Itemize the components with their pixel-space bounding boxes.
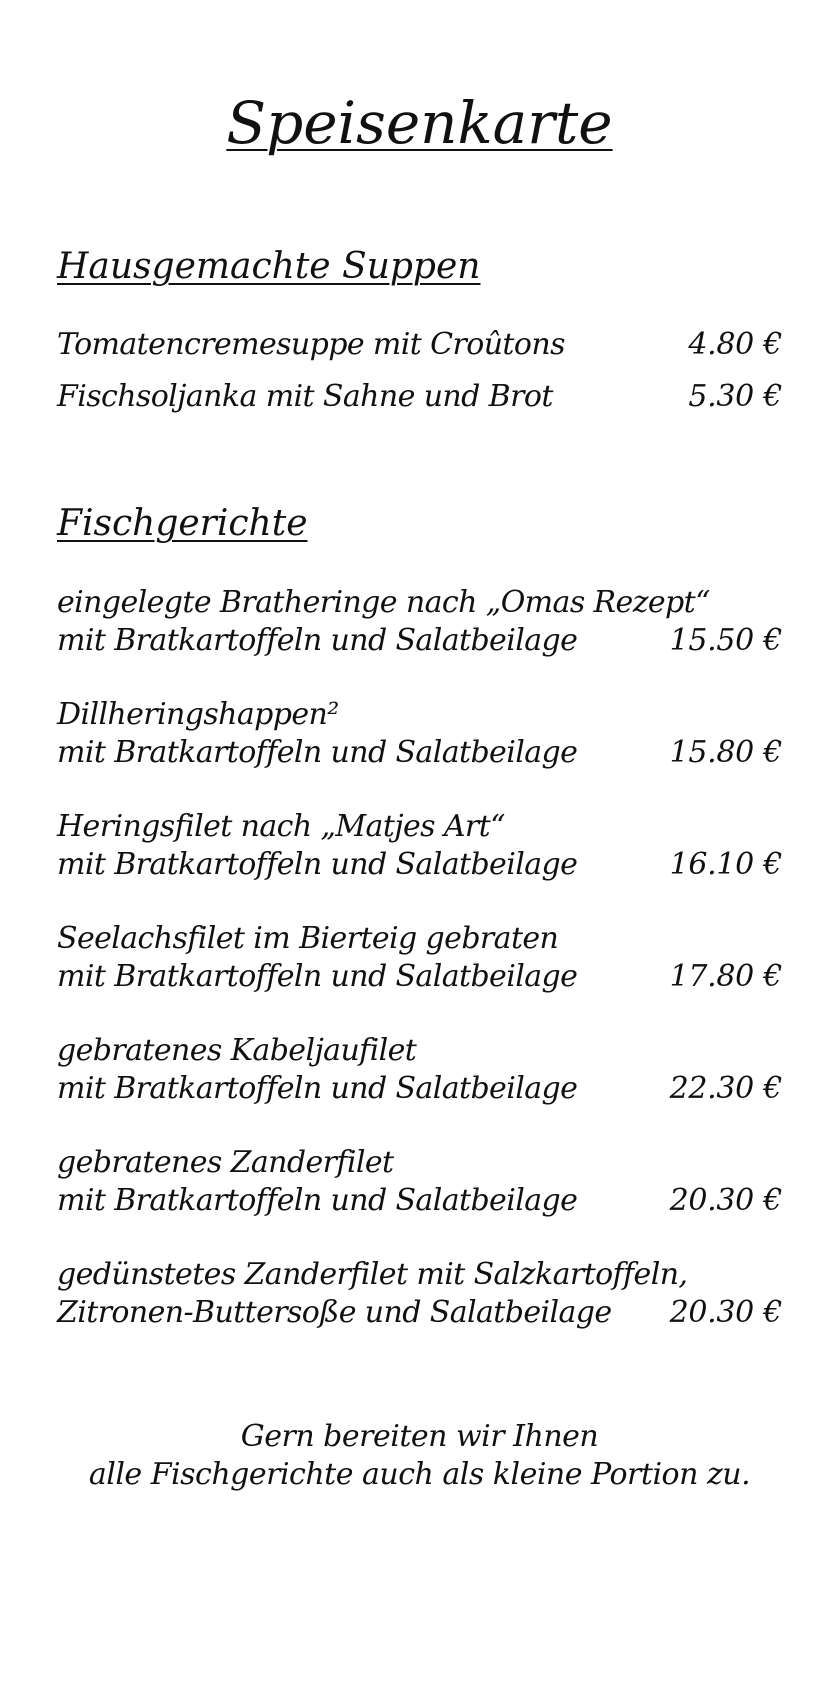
item-name: Fischsoljanka mit Sahne und Brot — [57, 379, 553, 414]
item-name: eingelegte Bratheringe nach „Omas Rezept“ — [57, 585, 710, 620]
menu-item — [57, 1032, 782, 1108]
item-price: 20.30 € — [669, 1295, 782, 1330]
footer-line-2: alle Fischgerichte auch als kleine Portion zu. — [88, 1457, 751, 1492]
section-heading-fischgerichte: Fischgerichte — [57, 503, 308, 544]
item-description: mit Bratkartoffeln und Salatbeilage — [57, 623, 578, 658]
footer-note — [0, 1418, 839, 1494]
menu-item — [57, 808, 782, 884]
item-name: Seelachsfilet im Bierteig gebraten — [57, 921, 559, 956]
item-name: Tomatencremesuppe mit Croûtons — [57, 327, 565, 362]
item-price: 4.80 € — [688, 327, 782, 362]
item-name: Heringsfilet nach „Matjes Art“ — [57, 809, 505, 844]
item-description: mit Bratkartoffeln und Salatbeilage — [57, 735, 578, 770]
item-price: 15.50 € — [669, 623, 782, 658]
item-description: mit Bratkartoffeln und Salatbeilage — [57, 1183, 578, 1218]
item-name: Dillheringshappen² — [57, 697, 339, 732]
menu-title — [0, 88, 839, 158]
footer-line-1: Gern bereiten wir Ihnen — [240, 1419, 599, 1454]
item-price: 17.80 € — [669, 959, 782, 994]
menu-title-text: Speisenkarte — [226, 89, 613, 157]
item-price: 5.30 € — [688, 379, 782, 414]
menu-item — [57, 584, 782, 660]
menu-item — [57, 378, 782, 416]
item-price: 15.80 € — [669, 735, 782, 770]
item-name: gebratenes Zanderfilet — [57, 1145, 394, 1180]
item-description: mit Bratkartoffeln und Salatbeilage — [57, 959, 578, 994]
menu-item — [57, 326, 782, 364]
menu-item — [57, 920, 782, 996]
item-name: gebratenes Kabeljaufilet — [57, 1033, 417, 1068]
item-description: Zitronen-Buttersoße und Salatbeilage — [57, 1295, 612, 1330]
section-heading-suppen: Hausgemachte Suppen — [57, 246, 481, 287]
item-description: mit Bratkartoffeln und Salatbeilage — [57, 1071, 578, 1106]
item-price: 22.30 € — [669, 1071, 782, 1106]
item-name: gedünstetes Zanderfilet mit Salzkartoffeln, — [57, 1257, 688, 1292]
menu-item — [57, 696, 782, 772]
item-price: 20.30 € — [669, 1183, 782, 1218]
item-description: mit Bratkartoffeln und Salatbeilage — [57, 847, 578, 882]
item-price: 16.10 € — [669, 847, 782, 882]
menu-item — [57, 1144, 782, 1220]
menu-item — [57, 1256, 782, 1332]
